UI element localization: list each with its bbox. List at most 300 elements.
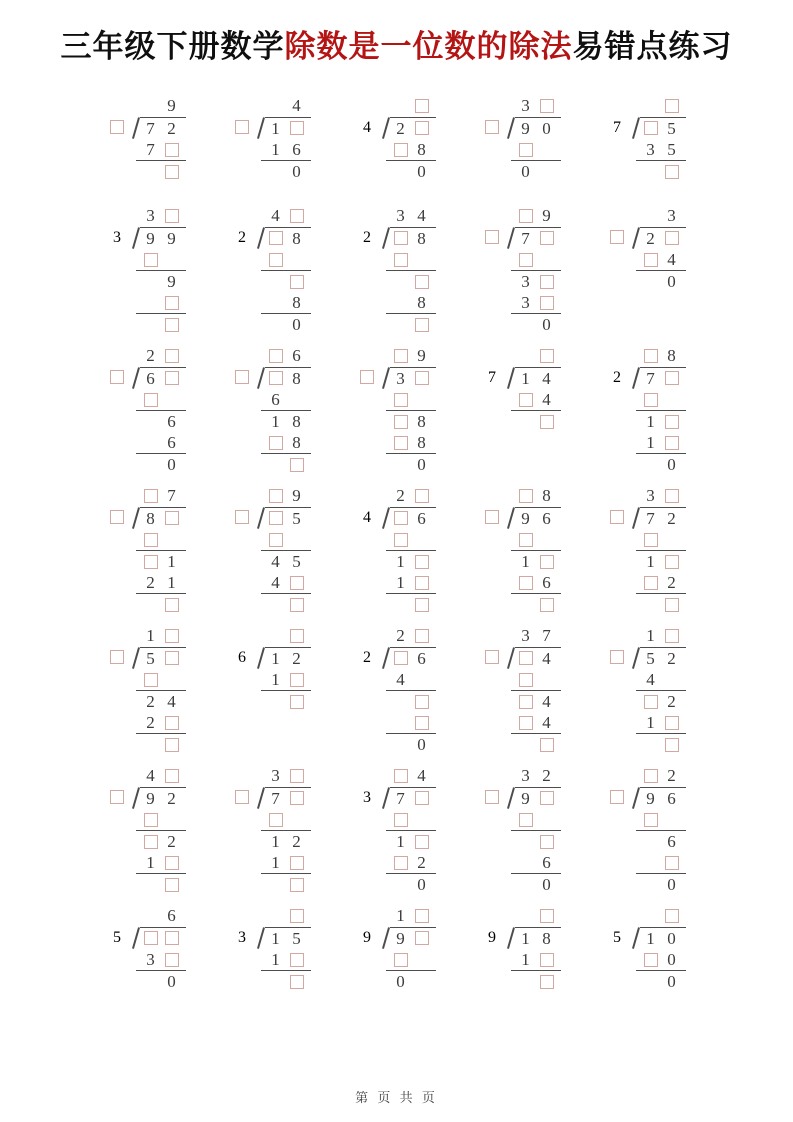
empty-cell <box>140 411 161 432</box>
answer-box <box>269 511 283 525</box>
answer-box <box>165 598 179 612</box>
work-row <box>261 831 311 852</box>
answer-box <box>540 275 554 289</box>
dividend <box>265 117 311 139</box>
digit-cell: 7 <box>542 626 551 645</box>
answer-box <box>415 716 429 730</box>
quotient-row <box>636 765 686 786</box>
divisor-answer-cell <box>481 647 503 668</box>
answer-box <box>110 120 124 134</box>
digit-cell: 2 <box>146 573 155 592</box>
digit-cell: 7 <box>521 228 530 248</box>
divisor-answer-cell <box>106 367 128 388</box>
digit-cell: 1 <box>271 670 280 689</box>
dividend-row <box>356 926 481 949</box>
division-bracket-icon <box>628 646 640 669</box>
division-bracket-icon <box>503 506 515 529</box>
work-row <box>386 874 436 895</box>
answer-cell <box>390 411 411 432</box>
work-row <box>386 852 436 874</box>
digit-cell: 1 <box>521 552 530 571</box>
answer-box <box>144 931 158 945</box>
answer-box <box>665 489 679 503</box>
dividend <box>140 367 186 389</box>
answer-cell <box>265 228 286 249</box>
work-row <box>261 292 311 314</box>
quotient-row <box>261 95 311 116</box>
answer-box <box>665 415 679 429</box>
empty-cell <box>140 905 161 926</box>
empty-cell <box>515 734 536 755</box>
work-row <box>386 691 436 712</box>
empty-cell <box>640 852 661 873</box>
dividend <box>265 367 311 389</box>
answer-cell <box>161 292 182 313</box>
answer-box <box>144 835 158 849</box>
digit-cell: 0 <box>417 735 426 754</box>
answer-cell <box>286 625 307 646</box>
answer-cell <box>411 118 432 139</box>
dividend-row <box>606 226 731 249</box>
empty-cell <box>265 594 286 615</box>
answer-cell <box>640 691 661 712</box>
work-row <box>386 971 436 992</box>
problems-row <box>0 765 793 905</box>
division-problem <box>231 95 356 205</box>
answer-cell <box>640 529 661 550</box>
answer-cell <box>640 809 661 830</box>
answer-cell <box>161 648 182 669</box>
division-problem <box>356 205 481 345</box>
digit-cell: 1 <box>396 573 405 592</box>
work-row <box>511 809 561 831</box>
digit-cell: 7 <box>646 508 655 528</box>
empty-cell <box>640 95 661 116</box>
divisor-answer-cell <box>106 787 128 808</box>
digit-cell: 4 <box>542 648 551 668</box>
empty-cell <box>411 809 432 830</box>
problems-row <box>0 485 793 625</box>
answer-cell <box>265 529 286 550</box>
answer-box <box>290 629 304 643</box>
answer-box <box>610 230 624 244</box>
work-row <box>636 432 686 454</box>
work-row <box>636 831 686 852</box>
digit-cell: 6 <box>542 573 551 592</box>
answer-box <box>415 909 429 923</box>
empty-cell <box>390 314 411 335</box>
digit-cell: 0 <box>667 950 676 969</box>
quotient-row <box>386 95 436 116</box>
answer-box <box>665 165 679 179</box>
digit-cell: 0 <box>417 875 426 894</box>
digit-cell: 3 <box>646 486 655 505</box>
division-problem <box>356 765 481 905</box>
digit-cell: 0 <box>542 118 551 138</box>
answer-box <box>415 99 429 113</box>
digit-cell: 4 <box>646 670 655 689</box>
dividend-row <box>356 116 481 139</box>
work-row <box>136 691 186 712</box>
division-bracket-icon <box>503 926 515 949</box>
answer-cell <box>661 852 682 873</box>
answer-box <box>540 296 554 310</box>
answer-box <box>644 393 658 407</box>
answer-box <box>144 253 158 267</box>
dividend <box>140 227 186 249</box>
dividend-row <box>231 226 356 249</box>
empty-cell <box>265 625 286 646</box>
digit-cell: 0 <box>667 272 676 291</box>
digit-cell: 1 <box>646 433 655 452</box>
dividend-row <box>606 926 731 949</box>
divisor-answer-cell <box>606 647 628 668</box>
answer-cell <box>265 485 286 506</box>
divisor-answer-cell <box>481 117 503 138</box>
digit-cell: 7 <box>271 788 280 808</box>
divisor-cell: 5 <box>113 929 121 946</box>
dividend-row <box>356 366 481 389</box>
answer-box <box>165 651 179 665</box>
answer-box <box>165 371 179 385</box>
quotient-row <box>511 625 561 646</box>
answer-cell <box>536 949 557 970</box>
answer-cell <box>515 389 536 410</box>
answer-box <box>165 878 179 892</box>
answer-box <box>165 738 179 752</box>
digit-cell: 5 <box>146 648 155 668</box>
divisor-cell: 7 <box>613 119 621 136</box>
work-row <box>136 734 186 755</box>
division-problem <box>106 345 231 485</box>
empty-cell <box>411 971 432 992</box>
dividend <box>515 507 561 529</box>
division-problem <box>231 485 356 625</box>
work-row <box>136 161 186 182</box>
digit-cell: 8 <box>542 928 551 948</box>
digit-cell: 6 <box>167 433 176 452</box>
digit-cell: 1 <box>271 140 280 159</box>
answer-box <box>360 370 374 384</box>
empty-cell <box>515 831 536 852</box>
dividend-row <box>606 646 731 669</box>
quotient-row <box>386 205 436 226</box>
digit-cell: 0 <box>521 162 530 181</box>
problems-row <box>0 205 793 345</box>
digit-cell: 6 <box>417 648 426 668</box>
empty-cell <box>140 971 161 992</box>
digit-cell: 9 <box>146 228 155 248</box>
division-bracket-icon <box>503 116 515 139</box>
dividend <box>640 647 686 669</box>
digit-cell: 3 <box>521 96 530 115</box>
answer-cell <box>265 809 286 830</box>
problems-row <box>0 95 793 205</box>
answer-cell <box>536 551 557 572</box>
division-bracket-icon <box>253 646 265 669</box>
empty-cell <box>265 314 286 335</box>
answer-box <box>394 143 408 157</box>
work-row <box>511 852 561 874</box>
work-row <box>261 874 311 895</box>
answer-box <box>665 738 679 752</box>
work-row <box>511 572 561 594</box>
work-row <box>386 139 436 161</box>
answer-cell <box>390 648 411 669</box>
quotient-row <box>511 205 561 226</box>
work-row <box>136 712 186 734</box>
work-row <box>511 139 561 161</box>
empty-cell <box>140 734 161 755</box>
division-problem <box>356 625 481 765</box>
digit-cell: 6 <box>167 412 176 431</box>
digit-cell: 1 <box>646 412 655 431</box>
digit-cell: 5 <box>646 648 655 668</box>
digit-cell: 8 <box>667 346 676 365</box>
answer-box <box>394 436 408 450</box>
dividend-row <box>356 786 481 809</box>
digit-cell: 5 <box>292 928 301 948</box>
answer-box <box>394 651 408 665</box>
answer-cell <box>515 648 536 669</box>
answer-box <box>394 953 408 967</box>
work-row <box>636 874 686 895</box>
digit-cell: 7 <box>146 118 155 138</box>
answer-cell <box>411 788 432 809</box>
answer-cell <box>515 691 536 712</box>
quotient-row <box>261 485 311 506</box>
answer-box <box>415 598 429 612</box>
dividend <box>390 787 436 809</box>
answer-box <box>540 598 554 612</box>
answer-box <box>540 791 554 805</box>
answer-cell <box>661 625 682 646</box>
digit-cell: 2 <box>396 626 405 645</box>
answer-cell <box>140 529 161 550</box>
division-bracket-icon <box>128 646 140 669</box>
answer-box <box>415 555 429 569</box>
work-row <box>386 529 436 551</box>
work-row <box>511 874 561 895</box>
answer-cell <box>161 949 182 970</box>
work-row <box>136 454 186 475</box>
digit-cell: 5 <box>292 508 301 528</box>
work-row <box>386 314 436 335</box>
digit-cell: 9 <box>646 788 655 808</box>
quotient-row <box>261 625 311 646</box>
empty-cell <box>536 809 557 830</box>
division-bracket-icon <box>378 506 390 529</box>
work-row <box>136 971 186 992</box>
answer-box <box>665 909 679 923</box>
answer-box <box>290 791 304 805</box>
answer-box <box>269 253 283 267</box>
answer-box <box>269 533 283 547</box>
answer-box <box>644 769 658 783</box>
answer-box <box>290 878 304 892</box>
page-title <box>0 0 793 70</box>
problems-row <box>0 345 793 485</box>
answer-box <box>290 769 304 783</box>
work-row <box>386 669 436 691</box>
digit-cell: 2 <box>667 692 676 711</box>
empty-cell <box>640 161 661 182</box>
dividend <box>390 367 436 389</box>
empty-cell <box>140 874 161 895</box>
digit-cell: 1 <box>271 412 280 431</box>
digit-cell: 1 <box>646 552 655 571</box>
division-problem <box>606 95 731 205</box>
digit-cell: 3 <box>396 368 405 388</box>
answer-cell <box>515 809 536 830</box>
answer-box <box>415 275 429 289</box>
digit-cell: 2 <box>667 508 676 528</box>
dividend-row <box>481 366 606 389</box>
answer-box <box>644 695 658 709</box>
digit-cell: 1 <box>146 853 155 872</box>
answer-cell <box>536 788 557 809</box>
work-row <box>511 161 561 182</box>
digit-cell: 3 <box>521 766 530 785</box>
answer-box <box>415 318 429 332</box>
division-problem <box>606 485 731 625</box>
digit-cell: 8 <box>417 433 426 452</box>
answer-box <box>394 253 408 267</box>
empty-cell <box>515 971 536 992</box>
digit-cell: 2 <box>417 853 426 872</box>
empty-cell <box>661 669 682 690</box>
work-row <box>136 594 186 615</box>
answer-cell <box>515 572 536 593</box>
digit-cell: 1 <box>646 713 655 732</box>
work-row <box>511 669 561 691</box>
divisor-answer-cell <box>231 787 253 808</box>
quotient-row <box>511 485 561 506</box>
work-row <box>261 971 311 992</box>
dividend-row <box>356 226 481 249</box>
answer-cell <box>640 118 661 139</box>
work-row <box>636 669 686 691</box>
answer-box <box>394 769 408 783</box>
divisor-answer-cell <box>231 507 253 528</box>
work-row <box>386 292 436 314</box>
answer-box <box>540 349 554 363</box>
division-problem <box>606 765 731 905</box>
empty-cell <box>536 669 557 690</box>
divisor-answer-cell <box>356 367 378 388</box>
dividend-row <box>106 226 231 249</box>
answer-box <box>665 598 679 612</box>
answer-cell <box>286 788 307 809</box>
work-row <box>136 831 186 852</box>
dividend <box>515 787 561 809</box>
empty-cell <box>411 949 432 970</box>
answer-box <box>644 121 658 135</box>
answer-cell <box>515 205 536 226</box>
quotient-row <box>636 95 686 116</box>
digit-cell: 7 <box>146 140 155 159</box>
digit-cell: 9 <box>396 928 405 948</box>
empty-cell <box>265 292 286 313</box>
empty-cell <box>265 971 286 992</box>
work-row <box>511 249 561 271</box>
answer-cell <box>640 249 661 270</box>
work-row <box>261 809 311 831</box>
work-row <box>386 831 436 852</box>
division-problem <box>481 765 606 905</box>
answer-cell <box>161 508 182 529</box>
quotient-row <box>636 345 686 366</box>
digit-cell: 4 <box>396 670 405 689</box>
dividend <box>640 507 686 529</box>
problems-row <box>0 625 793 765</box>
answer-cell <box>265 345 286 366</box>
work-row <box>386 734 436 755</box>
empty-cell <box>390 691 411 712</box>
quotient-row <box>636 905 686 926</box>
answer-cell <box>390 529 411 550</box>
division-problem <box>106 95 231 205</box>
answer-cell <box>515 485 536 506</box>
digit-cell: 0 <box>542 875 551 894</box>
answer-box <box>644 576 658 590</box>
dividend-row <box>106 116 231 139</box>
answer-box <box>269 489 283 503</box>
division-bracket-icon <box>628 926 640 949</box>
answer-box <box>665 856 679 870</box>
answer-cell <box>536 95 557 116</box>
answer-box <box>485 120 499 134</box>
answer-cell <box>411 594 432 615</box>
answer-box <box>540 99 554 113</box>
answer-cell <box>286 454 307 475</box>
dividend-row <box>231 786 356 809</box>
division-bracket-icon <box>628 506 640 529</box>
digit-cell: 9 <box>146 788 155 808</box>
dividend-row <box>231 646 356 669</box>
empty-cell <box>265 454 286 475</box>
empty-cell <box>640 734 661 755</box>
work-row <box>136 411 186 432</box>
empty-cell <box>536 161 557 182</box>
answer-box <box>394 393 408 407</box>
answer-cell <box>286 905 307 926</box>
division-bracket-icon <box>253 226 265 249</box>
answer-box <box>415 576 429 590</box>
digit-cell: 1 <box>396 832 405 851</box>
digit-cell: 8 <box>417 293 426 312</box>
answer-cell <box>161 345 182 366</box>
division-bracket-icon <box>253 506 265 529</box>
answer-box <box>415 791 429 805</box>
divisor-answer-cell <box>481 507 503 528</box>
answer-cell <box>661 594 682 615</box>
division-bracket-icon <box>628 786 640 809</box>
answer-box <box>165 953 179 967</box>
answer-box <box>519 489 533 503</box>
dividend-row <box>106 366 231 389</box>
answer-box <box>415 121 429 135</box>
dividend-row <box>106 926 231 949</box>
dividend-row <box>606 366 731 389</box>
quotient-row <box>261 205 311 226</box>
answer-box <box>415 489 429 503</box>
quotient-row <box>136 625 186 646</box>
digit-cell: 1 <box>271 928 280 948</box>
answer-cell <box>536 292 557 313</box>
work-row <box>386 161 436 182</box>
quotient-row <box>511 905 561 926</box>
